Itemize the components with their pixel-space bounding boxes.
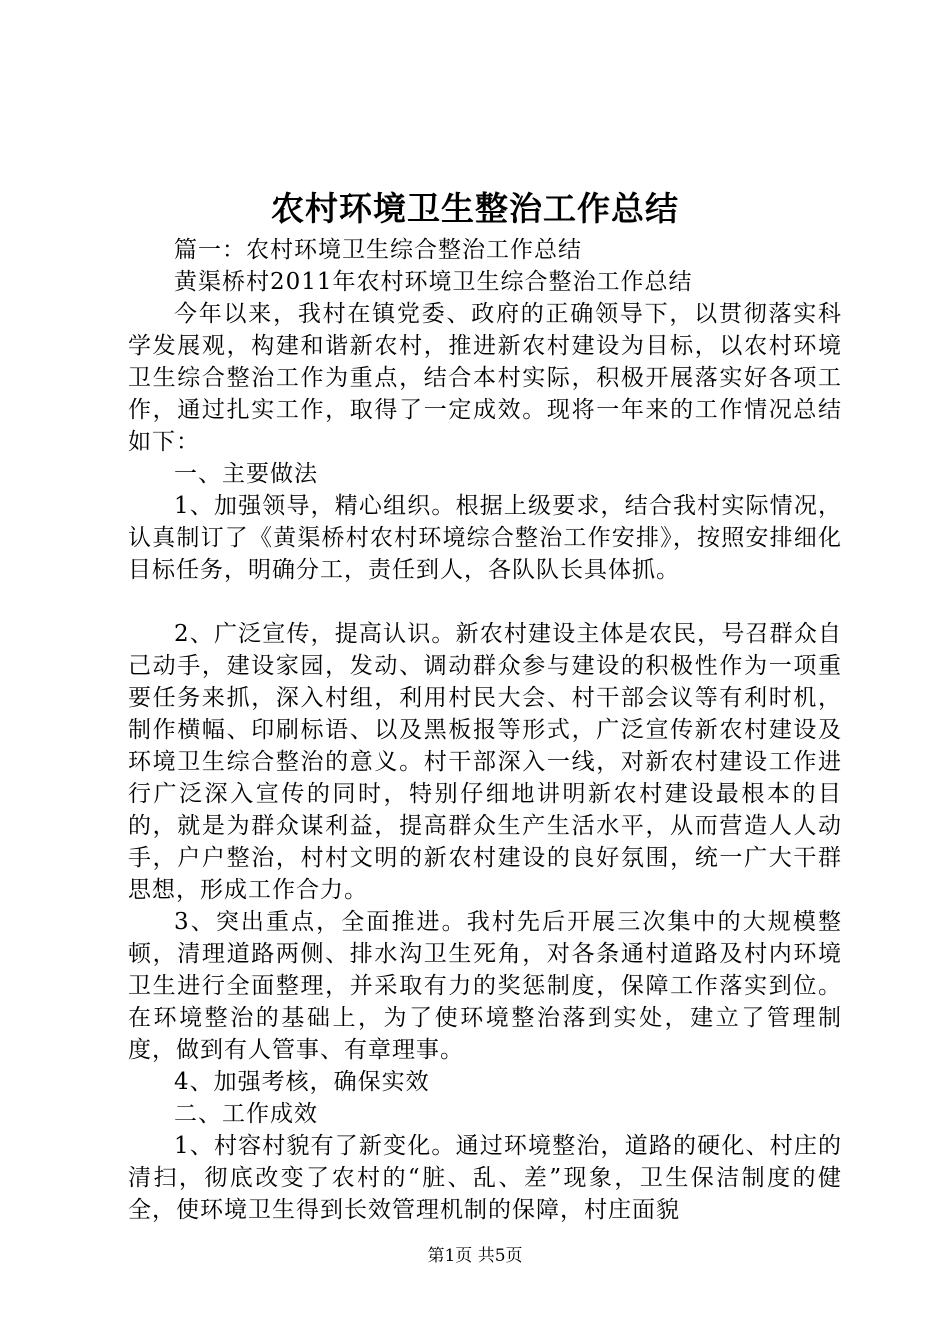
practice-item-1: 1、加强领导，精心组织。根据上级要求，结合我村实际情况，认真制订了《黄渠桥村农村环境综合整治工作安排》，按照安排细化目标任务，明确分工，责任到人，各队队长具体抓。 (128, 493, 842, 583)
document-body (128, 234, 842, 1226)
intro-paragraph: 今年以来，我村在镇党委、政府的正确领导下，以贯彻落实科学发展观，构建和谐新农村，推进新农村建设为目标，以农村环境卫生综合整治工作为重点，结合本村实际，积极开展落实好各项工作，通过扎实工作，取得了一定成效。现将一年来的工作情况总结如下： (128, 301, 842, 455)
practice-item-2: 2、广泛宣传，提高认识。新农村建设主体是农民，号召群众自己动手，建设家园，发动、调动群众参与建设的积极性作为一项重要任务来抓，深入村组，利用村民大会、村干部会议等有利时机，制作横幅、印刷标语、以及黑板报等形式，广泛宣传新农村建设及环境卫生综合整治的意义。村干部深入一线，对新农村建设工作进行广泛深入宣传的同时，特别仔细地讲明新农村建设最根本的目的，就是为群众谋利益，提高群众生产生活水平，从而营造人人动手，户户整治，村村文明的新农村建设的良好氛围，统一广大干群思想，形成工作合力。 (128, 621, 842, 903)
section-heading-main-practices: 一、主要做法 (174, 461, 318, 487)
practice-item-4: 4、加强考核，确保实效 (174, 1069, 430, 1095)
result-item-1: 1、村容村貌有了新变化。通过环境整治，道路的硬化、村庄的清扫，彻底改变了农村的“脏、乱、差”现象，卫生保洁制度的健全，使环境卫生得到长效管理机制的保障，村庄面貌 (128, 1133, 842, 1223)
report-heading: 黄渠桥村2011年农村环境卫生综合整治工作总结 (174, 269, 693, 295)
document-title: 农村环境卫生整治工作总结 (271, 189, 679, 228)
section-heading-results: 二、工作成效 (174, 1101, 318, 1127)
practice-item-3: 3、突出重点，全面推进。我村先后开展三次集中的大规模整顿，清理道路两侧、排水沟卫生死角，对各条通村道路及村内环境卫生进行全面整理，并采取有力的奖惩制度，保障工作落实到位。在环境整治的基础上，为了使环境整治落到实处，建立了管理制度，做到有人管事、有章理事。 (128, 909, 842, 1063)
subtitle-paragraph: 篇一：农村环境卫生综合整治工作总结 (174, 237, 582, 263)
page-footer: 第1页 共5页 (427, 1246, 523, 1266)
